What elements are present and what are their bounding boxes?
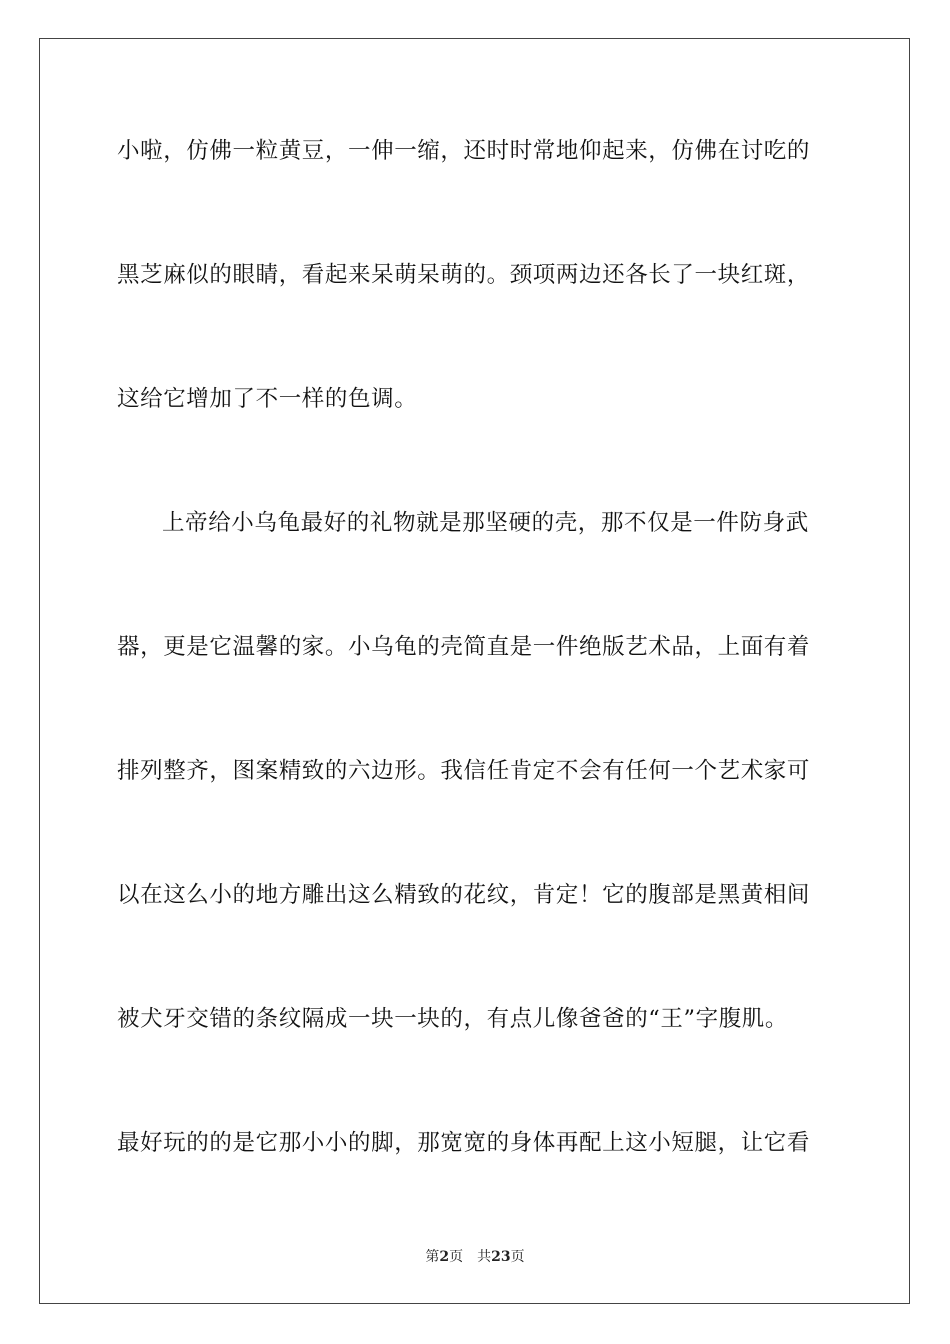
page-frame xyxy=(39,38,910,1304)
paragraph-line: 被犬牙交错的条纹隔成一块一块的，有点儿像爸爸的“王”字腹肌。 xyxy=(117,1006,789,1032)
total-prefix: 共 xyxy=(477,1249,492,1265)
paragraph-line: 这给它增加了不一样的色调。 xyxy=(117,386,418,412)
paragraph-line: 排列整齐，图案精致的六边形。我信任肯定不会有任何一个艺术家可 xyxy=(117,758,811,784)
page-footer xyxy=(0,1248,950,1266)
page-number: 2 xyxy=(439,1249,450,1265)
paragraph-first-line: 上帝给小乌龟最好的礼物就是那坚硬的壳，那不仅是一件防身武 xyxy=(162,510,809,536)
page-suffix: 页 xyxy=(449,1249,464,1265)
paragraph-line: 小啦，仿佛一粒黄豆，一伸一缩，还时时常地仰起来，仿佛在讨吃的 xyxy=(117,138,811,164)
total-pages: 23 xyxy=(491,1249,511,1265)
paragraph-line: 器，更是它温馨的家。小乌龟的壳简直是一件绝版艺术品，上面有着 xyxy=(117,634,811,660)
page-prefix: 第 xyxy=(425,1249,440,1265)
paragraph-line: 以在这么小的地方雕出这么精致的花纹，肯定！它的腹部是黑黄相间 xyxy=(117,882,811,908)
paragraph-line: 最好玩的的是它那小小的脚，那宽宽的身体再配上这小短腿，让它看 xyxy=(117,1130,811,1156)
total-suffix: 页 xyxy=(510,1249,525,1265)
paragraph-line: 黑芝麻似的眼睛，看起来呆萌呆萌的。颈项两边还各长了一块红斑， xyxy=(117,262,811,288)
